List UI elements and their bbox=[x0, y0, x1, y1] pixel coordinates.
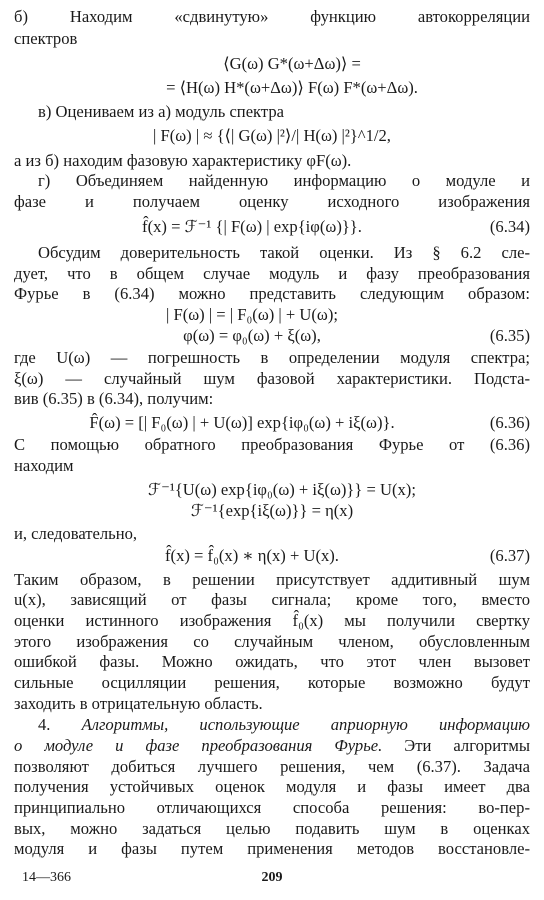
text-line: а из б) находим фазовую характеристику φF(ω). bbox=[14, 150, 352, 170]
equation-number: (6.36) bbox=[489, 412, 530, 432]
text-line: получения устойчивых оценок модуля и фазы имеет два bbox=[14, 777, 530, 797]
text-line: Фурье в (6.34) можно представить следующим образом: bbox=[14, 284, 530, 304]
equation: | F(ω) | = | F₀(ω) | + U(ω); bbox=[166, 304, 338, 324]
equation: | F(ω) | ≈ {⟨| G(ω) |²⟩/| H(ω) |²}^1/2, bbox=[153, 126, 391, 146]
text-line: позволяют добиться лучшего решения, чем (6.37). Задача bbox=[14, 756, 530, 776]
text-line: принципиально отличающихся способа решения: во-пер- bbox=[14, 798, 530, 817]
text-line: находим bbox=[14, 456, 74, 476]
page-number: 209 bbox=[261, 870, 283, 885]
equation: f̂(x) = ℱ⁻¹ {| F(ω) | exp{iφ(ω)}}. bbox=[142, 216, 362, 236]
text-line: ошибкой фазы. Можно ожидать, что этот член вызовет bbox=[14, 652, 530, 672]
text-fragment: Эти алгоритмы bbox=[382, 736, 530, 755]
equation-number: (6.34) bbox=[489, 216, 530, 236]
section-heading-line bbox=[14, 735, 530, 757]
text-line: б) Находим «сдвинутую» функцию автокорреляции bbox=[14, 7, 530, 26]
text-line: вых, можно задаться целью подавить шум в оценках bbox=[14, 818, 530, 838]
text-line: Таким образом, в решении присутствует аддитивный шум bbox=[14, 569, 530, 589]
section-number: 4. bbox=[38, 715, 82, 735]
equation: ℱ⁻¹{U(ω) exp{iφ₀(ω) + iξ(ω)}} = U(x); bbox=[148, 479, 416, 499]
equation-number: (6.35) bbox=[489, 325, 530, 345]
text-line: дует, что в общем случае модуль и фазу преобразования bbox=[14, 263, 530, 283]
equation: φ(ω) = φ₀(ω) + ξ(ω), bbox=[183, 325, 321, 345]
text-line: сильные осцилляции решения, которые возможно будут bbox=[14, 673, 530, 693]
text-line: u(x), зависящий от фазы сигнала; кроме того, вместо bbox=[14, 590, 530, 610]
printer-signature: 14—366 bbox=[22, 870, 71, 885]
text-line: Обсудим доверительность такой оценки. Из § 6.2 сле- bbox=[38, 242, 530, 262]
equation: ⟨G(ω) G*(ω+Δω)⟩ = bbox=[223, 54, 361, 73]
text-line: оценки истинного изображения f̂₀(x) мы получили свертку bbox=[14, 611, 530, 631]
equation: f̂(x) = f̂₀(x) ∗ η(x) + U(x). bbox=[165, 546, 339, 566]
text-line: заходить в отрицательную область. bbox=[14, 693, 263, 713]
equation-number: (6.37) bbox=[489, 546, 530, 566]
text-line: спектров bbox=[14, 28, 78, 48]
equation: ℱ⁻¹{exp{iξ(ω)}} = η(x) bbox=[190, 501, 354, 521]
text-line: вив (6.35) в (6.34), получим: bbox=[14, 389, 214, 409]
text-line: и, следовательно, bbox=[14, 523, 138, 543]
text-line: модуля и фазы путем применения методов восстановле- bbox=[14, 839, 530, 859]
text-line: в) Оцениваем из а) модуль спектра bbox=[38, 101, 285, 121]
section-heading-line bbox=[38, 714, 530, 736]
text-line: этого изображения со случайным членом, обусловленным bbox=[14, 631, 530, 651]
section-title: Алгоритмы, использующие априорную информацию bbox=[81, 715, 530, 735]
text-line: ξ(ω) — случайный шум фазовой характеристики. Подста- bbox=[14, 368, 530, 388]
section-title-continued: о модуле и фазе преобразования Фурье. bbox=[14, 736, 383, 755]
text-line: г) Объединяем найденную информацию о модуле и bbox=[38, 171, 530, 191]
text-line: фазе и получаем оценку исходного изображения bbox=[14, 192, 530, 212]
equation: = ⟨H(ω) H*(ω+Δω)⟩ F(ω) F*(ω+Δω). bbox=[166, 78, 418, 98]
equation: F̂(ω) = [| F₀(ω) | + U(ω)] exp{iφ₀(ω) + iξ(ω)}. bbox=[89, 412, 395, 432]
text-line: С помощью обратного преобразования Фурье от (6.36) bbox=[14, 435, 530, 455]
text-line: где U(ω) — погрешность в определении модуля спектра; bbox=[14, 348, 530, 367]
